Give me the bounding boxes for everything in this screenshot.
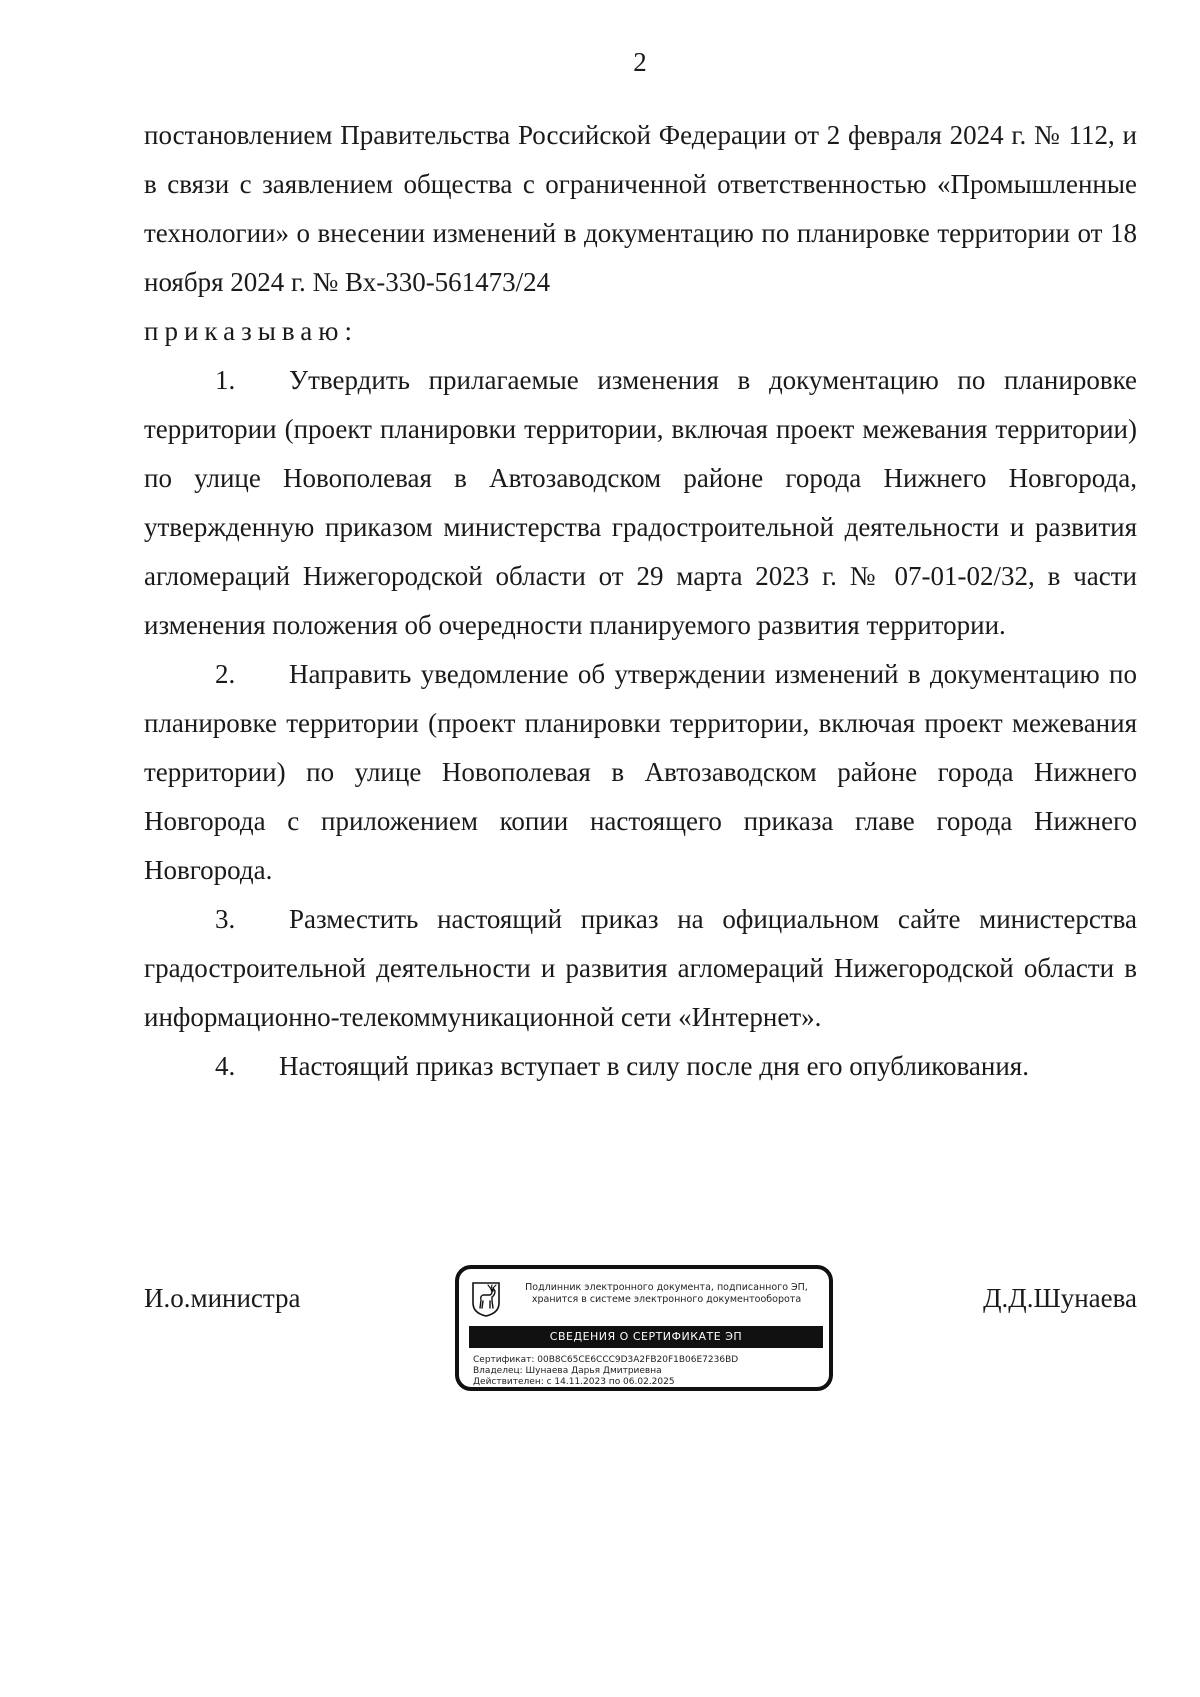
order-item-2: [144, 650, 1137, 895]
stamp-note-line: хранится в системе электронного документооборота: [531, 1294, 802, 1305]
coat-of-arms-deer-icon: [471, 1281, 501, 1317]
electronic-signature-stamp: [455, 1265, 833, 1391]
order-item-number: 3.: [215, 904, 236, 934]
order-item-text: Разместить настоящий приказ на официальном сайте министерства градостроительной деятельности и развития агломераций Нижегородской области в информационно-телекоммуникационной сети «Интернет».: [144, 904, 1137, 1032]
stamp-banner: СВЕДЕНИЯ О СЕРТИФИКАТЕ ЭП: [469, 1326, 823, 1348]
order-item-number: 4.: [215, 1051, 236, 1081]
order-item-1: [144, 356, 1137, 650]
page-number: 2: [633, 47, 647, 77]
signer-name: Д.Д.Шунаева: [983, 1283, 1137, 1313]
signer-position: И.о.министра: [144, 1283, 301, 1313]
certificate-validity: Действителен: с 14.11.2023 по 06.02.2025: [473, 1377, 675, 1387]
certificate-details: [473, 1355, 738, 1388]
order-word: приказываю:: [144, 316, 358, 346]
order-item-3: [144, 895, 1137, 1042]
order-item-number: 1.: [215, 365, 236, 395]
stamp-note-line: Подлинник электронного документа, подписанного ЭП,: [525, 1282, 808, 1293]
order-item-text: Настоящий приказ вступает в силу после дня его опубликования.: [279, 1051, 1029, 1081]
intro-paragraph: постановлением Правительства Российской Федерации от 2 февраля 2024 г. № 112, и в связи с заявлением общества с ограниченной ответственностью «Промышленные технологии» о внесении изменений в документацию по планировке территории от 18 ноября 2024 г. № Вх-330-561473/24: [144, 120, 1137, 297]
order-item-text: Направить уведомление об утверждении изменений в документацию по планировке территории (проект планировки территории, включая проект межевания территории) по улице Новополевая в Автозаводском районе города Нижнего Новгорода с приложением копии настоящего приказа главе города Нижнего Новгорода.: [144, 659, 1137, 885]
stamp-note: [509, 1282, 824, 1306]
order-item-number: 2.: [215, 659, 236, 689]
document-body: [144, 111, 1137, 1091]
certificate-owner: Владелец: Шунаева Дарья Дмитриевна: [473, 1366, 662, 1376]
order-item-4: [144, 1042, 1137, 1091]
order-item-text: Утвердить прилагаемые изменения в документацию по планировке территории (проект планировки территории, включая проект межевания территории) по улице Новополевая в Автозаводском районе города Нижнего Новгорода, утвержденную приказом министерства градостроительной деятельности и развития агломераций Нижегородской области от 29 марта 2023 г. № 07-01-02/32, в части изменения положения об очередности планируемого развития территории.: [144, 365, 1137, 640]
certificate-number: Сертификат: 00B8C65CE6CCC9D3A2FB20F1B06E7236BD: [473, 1355, 739, 1365]
